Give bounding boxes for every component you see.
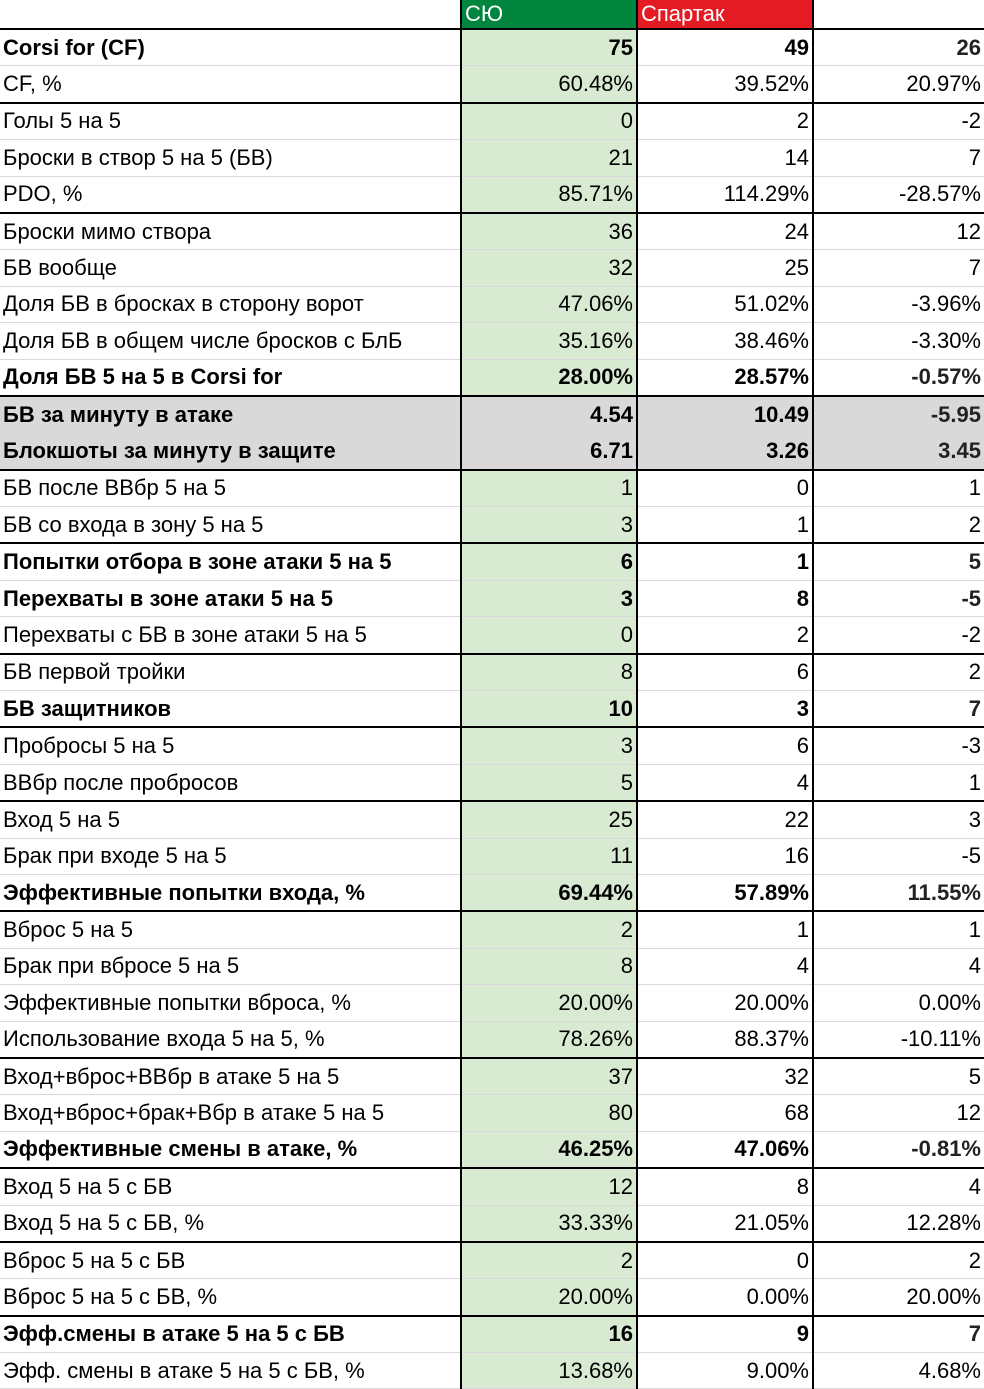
row-label: Доля БВ в бросках в сторону ворот (0, 286, 461, 322)
table-row (0, 1205, 984, 1242)
delta-value: 5 (813, 543, 984, 580)
table-row (0, 286, 984, 322)
team2-value: 28.57% (637, 359, 813, 396)
row-label: Вброс 5 на 5 (0, 911, 461, 948)
row-label: Брак при входе 5 на 5 (0, 838, 461, 874)
team2-value: 6 (637, 654, 813, 691)
team1-value: 47.06% (461, 286, 637, 322)
team1-value: 8 (461, 948, 637, 984)
team2-value: 57.89% (637, 874, 813, 911)
team2-value: 88.37% (637, 1021, 813, 1058)
delta-value: 20.97% (813, 66, 984, 103)
delta-value: -10.11% (813, 1021, 984, 1058)
row-label: Перехваты в зоне атаки 5 на 5 (0, 580, 461, 616)
table-row (0, 654, 984, 691)
row-label: Пробросы 5 на 5 (0, 727, 461, 764)
table-row (0, 580, 984, 616)
delta-value: 7 (813, 250, 984, 286)
row-label: БВ со входа в зону 5 на 5 (0, 507, 461, 544)
team2-value: 8 (637, 580, 813, 616)
team2-value: 0.00% (637, 1279, 813, 1316)
team1-value: 2 (461, 911, 637, 948)
team1-value: 85.71% (461, 176, 637, 213)
table-row (0, 1316, 984, 1353)
team2-value: 68 (637, 1095, 813, 1131)
table-row (0, 727, 984, 764)
table-row (0, 1279, 984, 1316)
team1-value: 4.54 (461, 396, 637, 433)
delta-value: -3.96% (813, 286, 984, 322)
team2-value: 10.49 (637, 396, 813, 433)
row-label: БВ за минуту в атаке (0, 396, 461, 433)
team1-value: 20.00% (461, 985, 637, 1021)
header-team2: Спартак (637, 0, 813, 29)
team2-value: 9 (637, 1316, 813, 1353)
team2-value: 22 (637, 801, 813, 838)
team1-value: 28.00% (461, 359, 637, 396)
team2-value: 114.29% (637, 176, 813, 213)
team2-value: 20.00% (637, 985, 813, 1021)
table-row (0, 1242, 984, 1279)
table-row (0, 1095, 984, 1131)
team2-value: 21.05% (637, 1205, 813, 1242)
delta-value: -5 (813, 580, 984, 616)
table-row (0, 838, 984, 874)
table-row (0, 801, 984, 838)
delta-value: -2 (813, 617, 984, 654)
row-label: PDO, % (0, 176, 461, 213)
header-team1: СЮ (461, 0, 637, 29)
delta-value: 12 (813, 213, 984, 250)
team1-value: 13.68% (461, 1353, 637, 1389)
table-row (0, 948, 984, 984)
team1-value: 8 (461, 654, 637, 691)
team1-value: 10 (461, 691, 637, 728)
team1-value: 78.26% (461, 1021, 637, 1058)
table-row (0, 176, 984, 213)
team1-value: 0 (461, 103, 637, 140)
delta-value: 1 (813, 470, 984, 507)
table-row (0, 470, 984, 507)
delta-value: -2 (813, 103, 984, 140)
delta-value: 3.45 (813, 433, 984, 470)
delta-value: 0.00% (813, 985, 984, 1021)
delta-value: 11.55% (813, 874, 984, 911)
team1-value: 3 (461, 507, 637, 544)
team2-value: 39.52% (637, 66, 813, 103)
team1-value: 69.44% (461, 874, 637, 911)
team1-value: 5 (461, 764, 637, 801)
delta-value: 4 (813, 1168, 984, 1205)
table-row (0, 617, 984, 654)
header-row (0, 0, 984, 29)
delta-value: 7 (813, 1316, 984, 1353)
row-label: Вход 5 на 5 с БВ (0, 1168, 461, 1205)
team1-value: 0 (461, 617, 637, 654)
team1-value: 25 (461, 801, 637, 838)
table-row (0, 66, 984, 103)
team2-value: 9.00% (637, 1353, 813, 1389)
row-label: Голы 5 на 5 (0, 103, 461, 140)
team1-value: 60.48% (461, 66, 637, 103)
row-label: БВ вообще (0, 250, 461, 286)
delta-value: 5 (813, 1058, 984, 1095)
row-label: Броски в створ 5 на 5 (БВ) (0, 140, 461, 176)
row-label: Эфф. смены в атаке 5 на 5 с БВ, % (0, 1353, 461, 1389)
row-label: Доля БВ 5 на 5 в Corsi for (0, 359, 461, 396)
table-row (0, 764, 984, 801)
delta-value: 2 (813, 654, 984, 691)
table-row (0, 691, 984, 728)
team2-value: 1 (637, 543, 813, 580)
team2-value: 8 (637, 1168, 813, 1205)
row-label: Брак при вбросе 5 на 5 (0, 948, 461, 984)
delta-value: -0.81% (813, 1131, 984, 1168)
team1-value: 6 (461, 543, 637, 580)
table-row (0, 1131, 984, 1168)
row-label: Перехваты с БВ в зоне атаки 5 на 5 (0, 617, 461, 654)
row-label: Corsi for (CF) (0, 29, 461, 66)
delta-value: -5.95 (813, 396, 984, 433)
team1-value: 16 (461, 1316, 637, 1353)
team2-value: 49 (637, 29, 813, 66)
team2-value: 4 (637, 764, 813, 801)
row-label: ВВбр после пробросов (0, 764, 461, 801)
table-body (0, 29, 984, 1389)
team2-value: 14 (637, 140, 813, 176)
delta-value: 4.68% (813, 1353, 984, 1389)
delta-value: 7 (813, 140, 984, 176)
team1-value: 36 (461, 213, 637, 250)
team1-value: 80 (461, 1095, 637, 1131)
delta-value: 20.00% (813, 1279, 984, 1316)
team1-value: 1 (461, 470, 637, 507)
delta-value: -3.30% (813, 323, 984, 359)
header-delta: Δ (813, 0, 984, 29)
delta-value: -3 (813, 727, 984, 764)
delta-value: 3 (813, 801, 984, 838)
table-row (0, 323, 984, 359)
delta-value: 1 (813, 764, 984, 801)
team2-value: 38.46% (637, 323, 813, 359)
row-label: Эфф.смены в атаке 5 на 5 с БВ (0, 1316, 461, 1353)
row-label: Попытки отбора в зоне атаки 5 на 5 (0, 543, 461, 580)
team2-value: 2 (637, 617, 813, 654)
team2-value: 6 (637, 727, 813, 764)
delta-value: 12 (813, 1095, 984, 1131)
table-row (0, 911, 984, 948)
team1-value: 32 (461, 250, 637, 286)
team1-value: 37 (461, 1058, 637, 1095)
team1-value: 12 (461, 1168, 637, 1205)
table-row (0, 1021, 984, 1058)
table-row (0, 140, 984, 176)
row-label: Эффективные попытки входа, % (0, 874, 461, 911)
row-label: БВ первой тройки (0, 654, 461, 691)
table-row (0, 433, 984, 470)
team1-value: 35.16% (461, 323, 637, 359)
row-label: БВ после ВВбр 5 на 5 (0, 470, 461, 507)
team1-value: 3 (461, 727, 637, 764)
team1-value: 75 (461, 29, 637, 66)
team2-value: 0 (637, 1242, 813, 1279)
row-label: Броски мимо створа (0, 213, 461, 250)
row-label: Вход+вброс+ВВбр в атаке 5 на 5 (0, 1058, 461, 1095)
header-label-cell (0, 0, 461, 29)
table-row (0, 543, 984, 580)
row-label: БВ защитников (0, 691, 461, 728)
team1-value: 11 (461, 838, 637, 874)
delta-value: 2 (813, 507, 984, 544)
table-row (0, 250, 984, 286)
team2-value: 3.26 (637, 433, 813, 470)
team2-value: 1 (637, 911, 813, 948)
row-label: Блокшоты за минуту в защите (0, 433, 461, 470)
team2-value: 16 (637, 838, 813, 874)
delta-value: 4 (813, 948, 984, 984)
team1-value: 33.33% (461, 1205, 637, 1242)
delta-value: -5 (813, 838, 984, 874)
table-row (0, 1168, 984, 1205)
delta-value: 12.28% (813, 1205, 984, 1242)
row-label: Вброс 5 на 5 с БВ (0, 1242, 461, 1279)
row-label: Эффективные смены в атаке, % (0, 1131, 461, 1168)
team2-value: 0 (637, 470, 813, 507)
table-row (0, 359, 984, 396)
row-label: Эффективные попытки вброса, % (0, 985, 461, 1021)
team1-value: 20.00% (461, 1279, 637, 1316)
team2-value: 2 (637, 103, 813, 140)
team1-value: 46.25% (461, 1131, 637, 1168)
table-row (0, 103, 984, 140)
row-label: Вброс 5 на 5 с БВ, % (0, 1279, 461, 1316)
delta-value: 26 (813, 29, 984, 66)
table-row (0, 1058, 984, 1095)
team2-value: 24 (637, 213, 813, 250)
delta-value: 7 (813, 691, 984, 728)
row-label: Доля БВ в общем числе бросков с БлБ (0, 323, 461, 359)
team2-value: 51.02% (637, 286, 813, 322)
table-row (0, 507, 984, 544)
team1-value: 6.71 (461, 433, 637, 470)
team2-value: 25 (637, 250, 813, 286)
row-label: Вход 5 на 5 с БВ, % (0, 1205, 461, 1242)
delta-value: -0.57% (813, 359, 984, 396)
delta-value: 1 (813, 911, 984, 948)
delta-value: -28.57% (813, 176, 984, 213)
table-row (0, 985, 984, 1021)
team2-value: 4 (637, 948, 813, 984)
team2-value: 3 (637, 691, 813, 728)
row-label: Использование входа 5 на 5, % (0, 1021, 461, 1058)
row-label: Вход 5 на 5 (0, 801, 461, 838)
team2-value: 32 (637, 1058, 813, 1095)
row-label: Вход+вброс+брак+Вбр в атаке 5 на 5 (0, 1095, 461, 1131)
table-row (0, 874, 984, 911)
team2-value: 47.06% (637, 1131, 813, 1168)
team1-value: 2 (461, 1242, 637, 1279)
table-row (0, 396, 984, 433)
row-label: CF, % (0, 66, 461, 103)
team1-value: 3 (461, 580, 637, 616)
table-row (0, 1353, 984, 1389)
table-row (0, 213, 984, 250)
table-row (0, 29, 984, 66)
team1-value: 21 (461, 140, 637, 176)
team2-value: 1 (637, 507, 813, 544)
delta-value: 2 (813, 1242, 984, 1279)
